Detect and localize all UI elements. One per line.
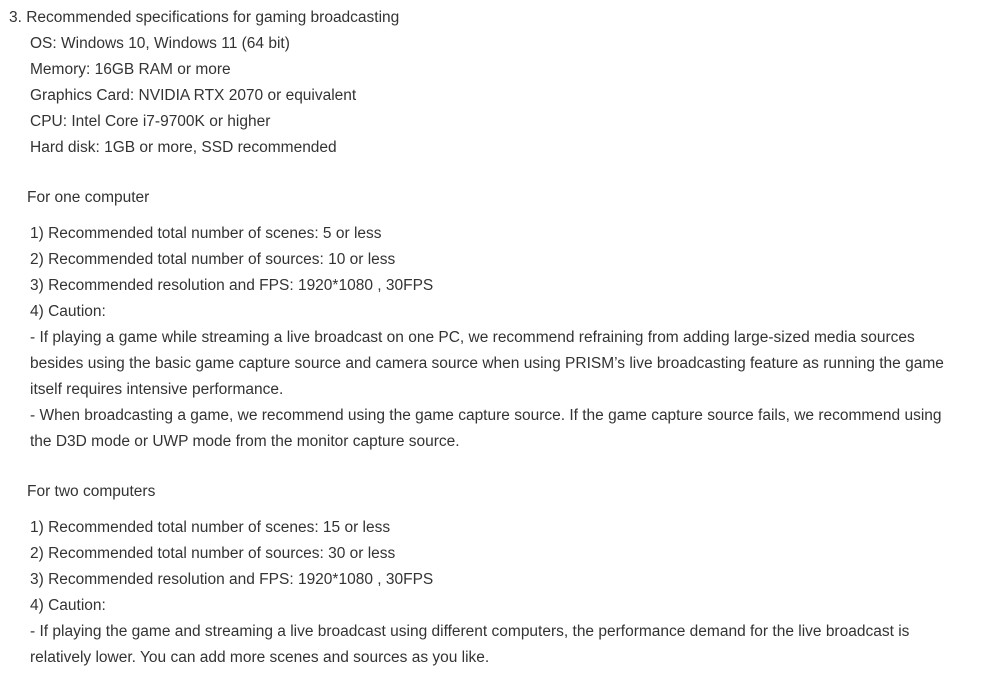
one-resolution: 3) Recommended resolution and FPS: 1920*1080 , 30FPS xyxy=(30,277,434,294)
spec-cpu: CPU: Intel Core i7-9700K or higher xyxy=(30,113,271,130)
one-scenes: 1) Recommended total number of scenes: 5 or less xyxy=(30,225,382,242)
one-caution-1: - If playing a game while streaming a live broadcast on one PC, we recommend refraining from adding large-sized media sources besides using the basic game capture source and camera source when using PRISM’s live broadcasting feature as running the game itself requires intensive performance. xyxy=(30,329,944,398)
spec-memory: Memory: 16GB RAM or more xyxy=(30,61,231,78)
one-caution-2: - When broadcasting a game, we recommend using the game capture source. If the game capture source fails, we recommend using the D3D mode or UWP mode from the monitor capture source. xyxy=(30,407,942,450)
spec-list xyxy=(30,34,356,164)
two-caution-1: - If playing the game and streaming a live broadcast using different computers, the performance demand for the live broadcast is relatively lower. You can add more scenes and sources as you like. xyxy=(30,623,910,666)
section-heading: 3. Recommended specifications for gaming broadcasting xyxy=(9,9,400,26)
spec-graphics: Graphics Card: NVIDIA RTX 2070 or equivalent xyxy=(30,87,357,104)
two-computers-title: For two computers xyxy=(27,483,156,500)
spec-disk: Hard disk: 1GB or more, SSD recommended xyxy=(30,139,337,156)
one-sources: 2) Recommended total number of sources: 10 or less xyxy=(30,251,396,268)
spec-os: OS: Windows 10, Windows 11 (64 bit) xyxy=(30,35,290,52)
two-computers-list xyxy=(30,518,960,674)
one-computer-list xyxy=(30,224,960,458)
two-resolution: 3) Recommended resolution and FPS: 1920*1080 , 30FPS xyxy=(30,571,434,588)
one-caution-label: 4) Caution: xyxy=(30,303,106,320)
two-caution-label: 4) Caution: xyxy=(30,597,106,614)
two-scenes: 1) Recommended total number of scenes: 15 or less xyxy=(30,519,391,536)
two-sources: 2) Recommended total number of sources: 30 or less xyxy=(30,545,396,562)
one-computer-title: For one computer xyxy=(27,189,150,206)
